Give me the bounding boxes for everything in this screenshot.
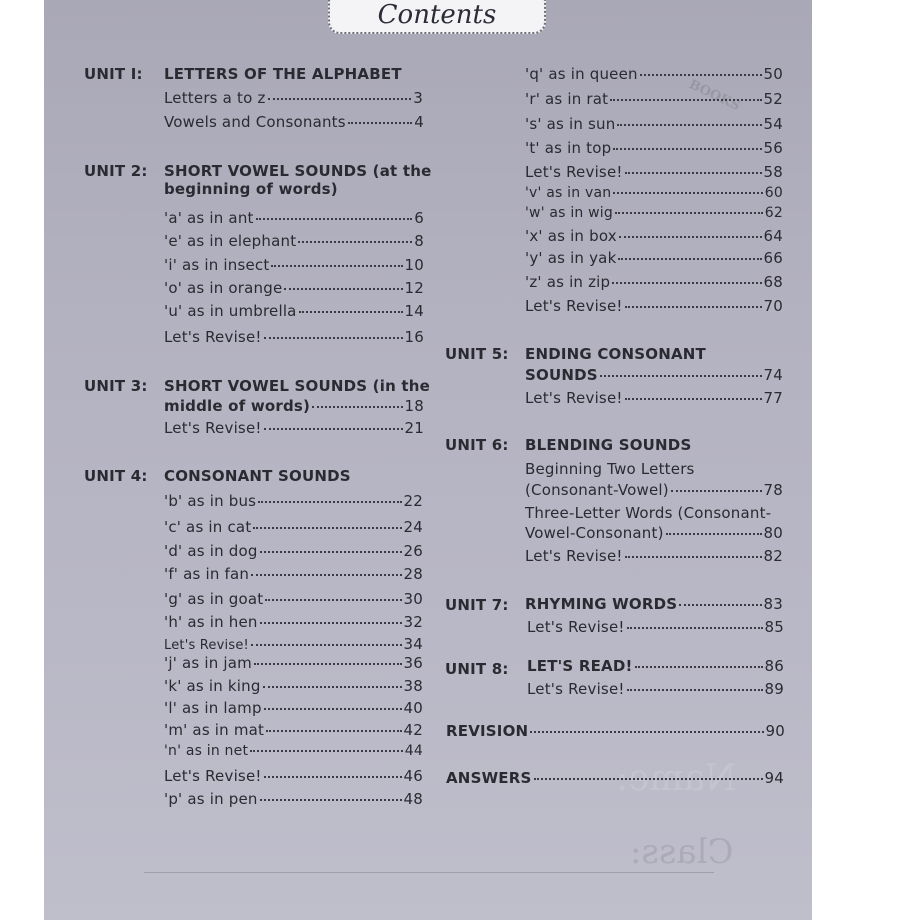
toc-entry[interactable]: 'n' as in net 44 [164,743,423,759]
toc-entry[interactable]: Let's Revise! 34 [164,635,423,653]
toc-entry[interactable]: Let's Revise! 82 [525,547,783,565]
bottom-rule [144,872,714,873]
toc-entry[interactable]: 'f' as in fan 28 [164,565,423,583]
unit-8-code: UNIT 8: [445,660,509,678]
toc-entry[interactable]: 'y' as in yak 66 [525,249,783,267]
toc-entry[interactable]: 'v' as in van 60 [525,185,783,201]
unit-2-code: UNIT 2: [84,162,148,180]
toc-entry[interactable]: 'o' as in orange 12 [164,279,424,297]
toc-entry[interactable]: (Consonant-Vowel) 78 [525,481,783,499]
toc-entry[interactable]: 'z' as in zip 68 [525,273,783,291]
contents-title-box [328,0,546,34]
toc-entry[interactable]: 'r' as in rat 52 [525,90,783,108]
brand-watermark: BOOKS [686,77,743,114]
unit-1-title: LETTERS OF THE ALPHABET [164,65,402,83]
toc-entry[interactable]: Let's Revise! 70 [525,297,783,315]
toc-entry[interactable]: RHYMING WORDS 83 [525,595,783,613]
toc-entry[interactable]: 'a' as in ant 6 [164,209,424,227]
toc-entry[interactable]: 't' as in top 56 [525,139,783,157]
unit-4-title: CONSONANT SOUNDS [164,467,351,485]
unit-5-code: UNIT 5: [445,345,509,363]
toc-entry[interactable]: 'c' as in cat 24 [164,518,423,536]
toc-entry[interactable]: 'p' as in pen 48 [164,790,423,808]
book-page [44,0,812,920]
toc-entry[interactable]: 'd' as in dog 26 [164,542,423,560]
class-watermark: Class: [630,832,734,872]
toc-entry[interactable]: Vowels and Consonants 4 [164,113,424,131]
toc-entry[interactable]: Let's Revise! 89 [527,680,784,698]
toc-entry[interactable]: SOUNDS 74 [525,366,783,384]
toc-entry[interactable]: 'u' as in umbrella 14 [164,302,424,320]
toc-entry[interactable]: 'i' as in insect 10 [164,256,424,274]
unit-3-title-line1: SHORT VOWEL SOUNDS (in the [164,377,430,395]
toc-entry[interactable]: Let's Revise! 85 [527,618,784,636]
unit-2-title-line1: SHORT VOWEL SOUNDS (at the [164,162,432,180]
page-title: Contents [377,0,497,30]
toc-entry[interactable]: Let's Revise! 58 [525,163,783,181]
unit-7-code: UNIT 7: [445,596,509,614]
toc-entry[interactable]: 'k' as in king 38 [164,677,423,695]
toc-entry[interactable]: Let's Revise! 16 [164,328,424,346]
toc-entry[interactable]: Let's Revise! 21 [164,419,424,437]
toc-entry-line1: Three-Letter Words (Consonant- [525,504,772,522]
toc-entry[interactable]: 'h' as in hen 32 [164,613,423,631]
unit-5-title-line1: ENDING CONSONANT [525,345,706,363]
toc-entry[interactable]: Letters a to z 3 [164,89,423,107]
toc-entry[interactable]: middle of words) 18 [164,397,424,415]
unit-2-title-line2: beginning of words) [164,180,338,198]
answers-entry[interactable]: ANSWERS 94 [446,769,784,787]
unit-3-code: UNIT 3: [84,377,148,395]
toc-entry[interactable]: 'x' as in box 64 [525,227,783,245]
toc-entry-line1: Beginning Two Letters [525,460,695,478]
toc-entry[interactable]: 'b' as in bus 22 [164,492,423,510]
toc-entry[interactable]: 'm' as in mat 42 [164,721,423,739]
toc-entry[interactable]: 'j' as in jam 36 [164,654,423,672]
toc-entry[interactable]: 'g' as in goat 30 [164,590,423,608]
revision-entry[interactable]: REVISION 90 [446,722,785,740]
toc-entry[interactable]: 's' as in sun 54 [525,115,783,133]
toc-entry[interactable]: Vowel-Consonant) 80 [525,524,783,542]
unit-6-code: UNIT 6: [445,436,509,454]
unit-4-code: UNIT 4: [84,467,148,485]
toc-entry[interactable]: 'l' as in lamp 40 [164,699,423,717]
toc-entry[interactable]: 'q' as in queen 50 [525,65,783,83]
toc-entry[interactable]: 'w' as in wig 62 [525,205,783,221]
toc-entry[interactable]: Let's Revise! 77 [525,389,783,407]
toc-entry[interactable]: LET'S READ! 86 [527,657,784,675]
unit-1-code: UNIT I: [84,65,143,83]
toc-entry[interactable]: 'e' as in elephant 8 [164,232,424,250]
unit-6-title: BLENDING SOUNDS [525,436,692,454]
toc-entry[interactable]: Let's Revise! 46 [164,767,423,785]
name-watermark: Name: [616,758,737,799]
